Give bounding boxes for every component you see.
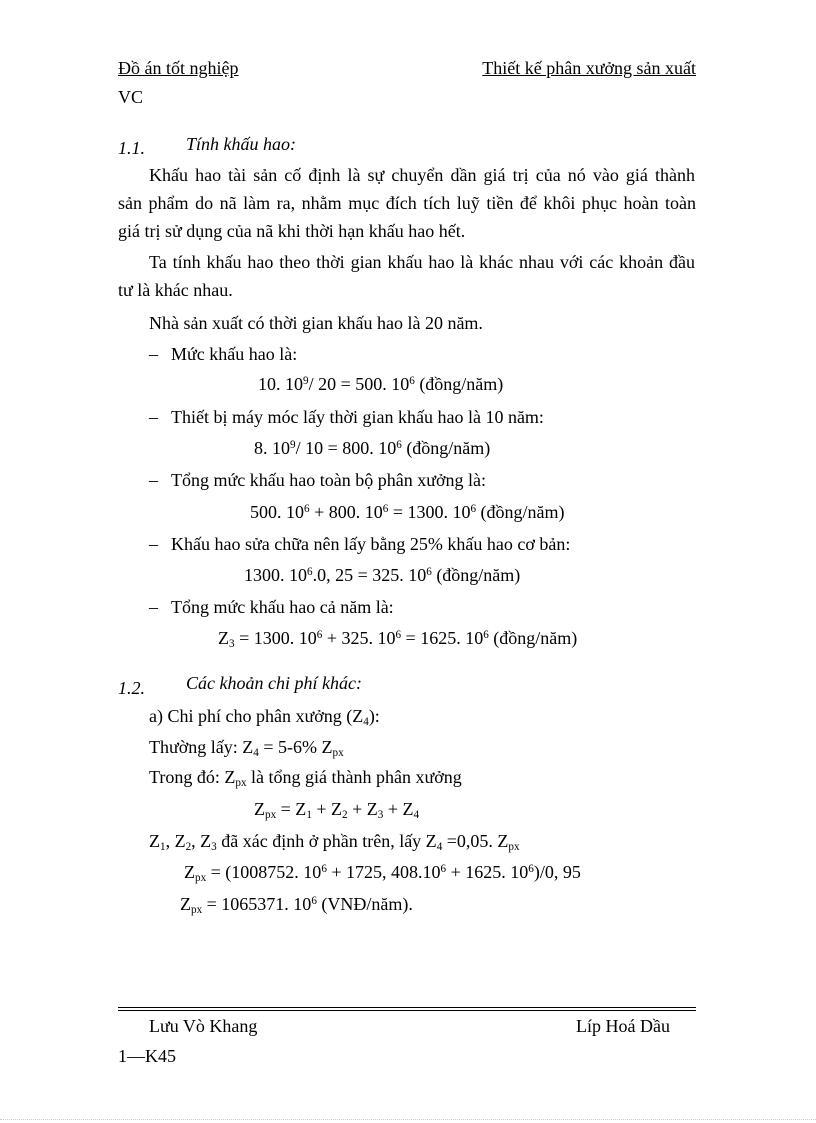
paragraph: Trong đó: $Z_{px}$ là tổng giá thành phân xưởng bbox=[149, 767, 462, 790]
list-item: Mức khấu hao là: bbox=[171, 344, 298, 364]
list-item: Khấu hao sửa chữa nên lấy bằng 25% khấu hao cơ bản: bbox=[171, 534, 571, 554]
footer-rule bbox=[118, 1010, 696, 1011]
list-dash: – bbox=[149, 534, 158, 554]
section-number: 1.1. bbox=[118, 138, 145, 158]
list-item: Thiết bị máy móc lấy thời gian khấu hao là 10 năm: bbox=[171, 407, 544, 427]
paragraph-line: Khấu hao tài sản cố định là sự chuyển dần giá trị của nó vào giá thành bbox=[149, 165, 695, 185]
formula: 1300. $10^6.0$, 25 = 325. $10^6$ (đồng/năm) bbox=[244, 565, 521, 585]
list-item: Tổng mức khấu hao cả năm là: bbox=[171, 597, 394, 617]
paragraph-line: giá trị sử dụng của nã khi thời hạn khấu hao hết. bbox=[118, 221, 466, 241]
formula: $Z_3 = 1300$. $10^6 + 325$. $10^6 = 1625$. $10^6$ (đồng/năm) bbox=[218, 628, 578, 651]
formula: $Z_{px} = (1008752$. $10^6 + 1725$, $408.10^6 + 1625$. $10^6)/0$, 95 bbox=[184, 862, 581, 885]
list-dash: – bbox=[149, 344, 158, 364]
paragraph-line: sản phẩm do nã làm ra, nhằm mục đích tích luỹ tiền để khôi phục hoàn toàn bbox=[118, 193, 696, 213]
formula: $Z_{px} = 1065371$. $10^6$ (VNĐ/năm). bbox=[180, 894, 413, 917]
list-dash: – bbox=[149, 597, 158, 617]
footer-author: Lưu Vò Khang bbox=[149, 1016, 258, 1036]
footer-page: 1—K45 bbox=[118, 1046, 176, 1066]
paragraph-line: Ta tính khấu hao theo thời gian khấu hao là khác nhau với các khoản đầu bbox=[149, 252, 695, 272]
footer-rule bbox=[118, 1007, 696, 1008]
section-title: Tính khấu hao: bbox=[186, 134, 296, 154]
formula: 8. $10^9/$ 10 = 800. $10^6$ (đồng/năm) bbox=[254, 438, 491, 458]
page-border bbox=[0, 1119, 816, 1120]
formula: 10. $10^9/$ 20 = 500. $10^6$ (đồng/năm) bbox=[258, 374, 504, 394]
list-item: Tổng mức khấu hao toàn bộ phân xưởng là: bbox=[171, 470, 486, 490]
header-left: Đồ án tốt nghiệp bbox=[118, 58, 239, 78]
section-number: 1.2. bbox=[118, 678, 145, 698]
header-right: Thiết kế phân xưởng sản xuất bbox=[482, 58, 696, 78]
header-continuation: VC bbox=[118, 87, 144, 107]
list-dash: – bbox=[149, 470, 158, 490]
formula: 500. $10^6 + 800$. $10^6 = 1300$. $10^6$ (đồng/năm) bbox=[250, 502, 565, 522]
list-dash: – bbox=[149, 407, 158, 427]
paragraph: a) Chi phí cho phân xưởng $(Z_4)$: bbox=[149, 706, 380, 729]
paragraph: Nhà sản xuất có thời gian khấu hao là 20 năm. bbox=[149, 313, 483, 333]
paragraph: Thường lấy: $Z_4 = 5-6\%$ $Z_{px}$ bbox=[149, 737, 344, 760]
footer-class: Líp Hoá Dầu bbox=[576, 1016, 670, 1036]
paragraph: $Z_1$, $Z_2$, $Z_3$ đã xác định ở phần trên, lấy $Z_4 =0,05$. $Z_{px}$ bbox=[149, 831, 520, 854]
paragraph-line: tư là khác nhau. bbox=[118, 280, 233, 300]
formula: $Z_{px} = Z_1 + Z_2 + Z_3 + Z_4$ bbox=[254, 799, 420, 822]
section-title: Các khoản chi phí khác: bbox=[186, 673, 362, 693]
